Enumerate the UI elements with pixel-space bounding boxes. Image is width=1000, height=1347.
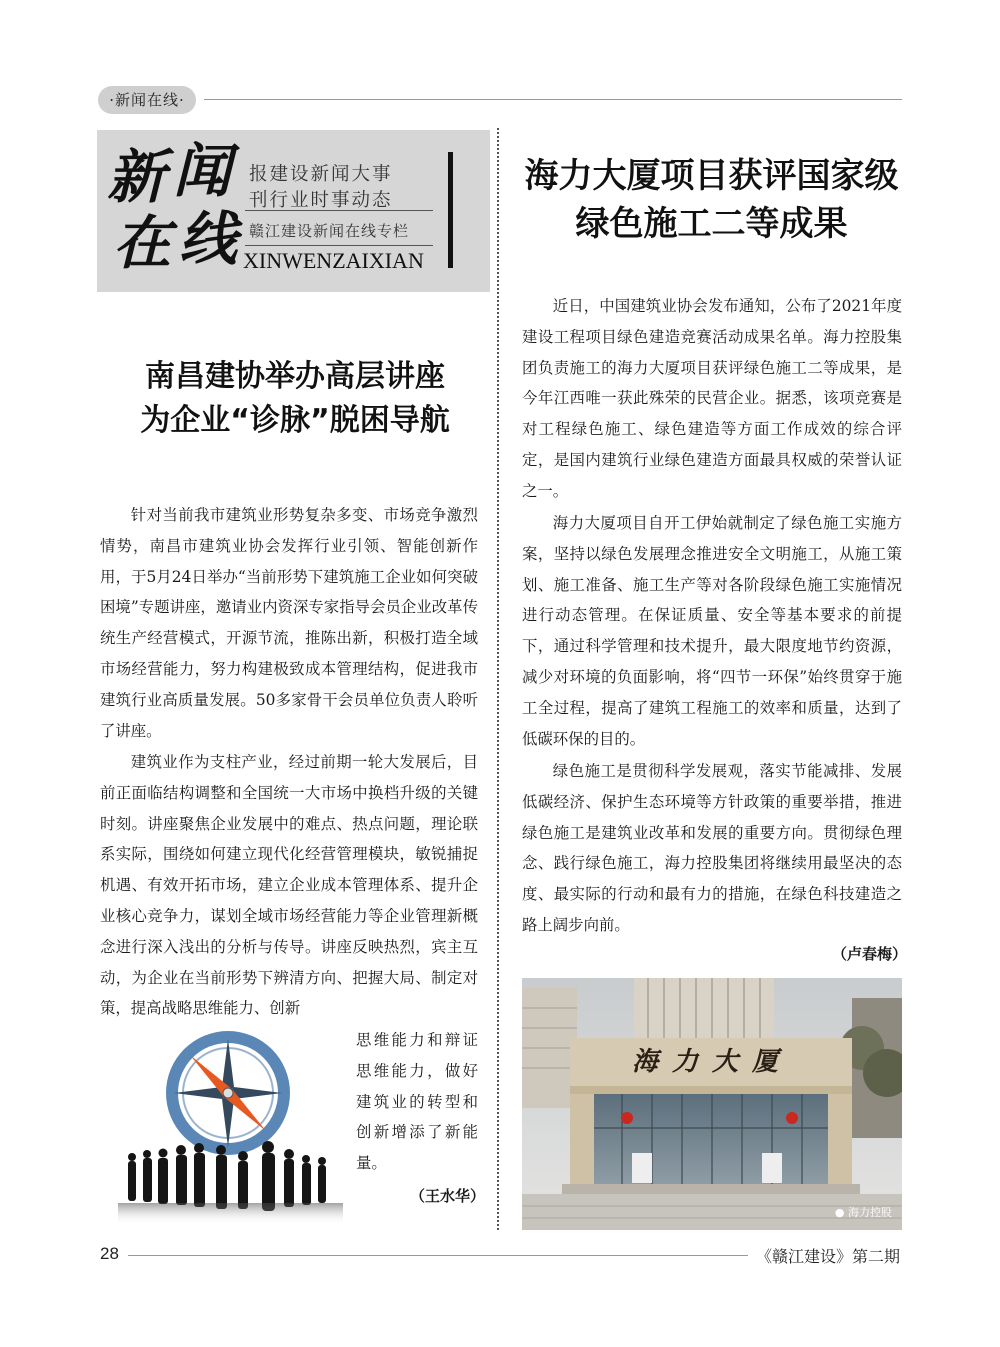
building-photo (522, 978, 902, 1230)
section-tag: ·新闻在线· (98, 86, 196, 114)
header-rule (204, 99, 902, 100)
banner-calligraphy (107, 137, 257, 290)
banner-subtitle: 赣江建设新闻在线专栏 (249, 222, 410, 240)
compass-illustration (98, 1025, 350, 1230)
banner-line-1: 报建设新闻大事 (249, 164, 393, 185)
right-paragraph-3: 绿色施工是贯彻科学发展观，落实节能减排、发展低碳经济、保护生态环境等方针政策的重要举措，推进绿色施工是建筑业改革和发展的重要方向。贯彻绿色理念、践行绿色施工，海力控股集团将继续用最坚决的态度、最实际的行动和最有力的措施，在绿色科技建造之路上阔步向前。 (522, 762, 902, 934)
left-paragraph-1: 针对当前我市建筑业形势复杂多变、市场竞争激烈情势，南昌市建筑业协会发挥行业引领、智能创新作用，于5月24日举办“当前形势下建筑施工企业如何突破困境”专题讲座，邀请业内资深专家指导会员企业改革传统生产经营模式，开源节流，推陈出新，积极打造全域市场经营能力，努力构建极致成本管理结构，促进我市建筑行业高质量发展。50多家骨干会员单位负责人聆听了讲座。 (100, 506, 478, 740)
title-line: 为企业“诊脉”脱困导航 (140, 403, 450, 438)
title-line: 绿色施工二等成果 (575, 204, 848, 244)
publication-title: 《赣江建设》第二期 (756, 1247, 901, 1266)
wechat-icon: ● (834, 1206, 845, 1219)
right-article-title (520, 152, 903, 248)
left-paragraph-2: 建筑业作为支柱产业，经过前期一轮大发展后，目前正面临结构调整和全国统一大市场中换档升级的关键时刻。讲座聚焦企业发展中的难点、热点问题，理论联系实际，围绕如何建立现代化经营管理模块，敏锐捕捉机遇、有效开拓市场，建立企业成本管理体系、提升企业核心竞争力，谋划全域市场经营能力等企业管理新概念进行深入浅出的分析与传导。讲座反映热烈，宾主互动，为企业在当前形势下辨清方向、把握大局、制定对策，提高战略思维能力、创新 (100, 753, 478, 1018)
photo-watermark (835, 1204, 892, 1220)
banner-bar (448, 152, 453, 268)
banner-rule (245, 210, 433, 211)
title-line: 海力大厦项目获评国家级 (524, 156, 899, 196)
calligraphy-char: 闻 (173, 137, 232, 205)
column-divider (497, 128, 499, 1230)
right-author: （卢春梅） (832, 945, 908, 963)
banner-pinyin: XINWENZAIXIAN (243, 248, 424, 273)
photo-watermark-text: 海力控股 (848, 1206, 892, 1219)
right-paragraph-1: 近日，中国建筑业协会发布通知，公布了2021年度建设工程项目绿色建造竞赛活动成果名单。海力控股集团负责施工的海力大厦项目获评绿色施工二等成果，是今年江西唯一获此殊荣的民营企业。据悉，该项竞赛是对工程绿色施工、绿色建造等方面工作成效的综合评定，是国内建筑行业绿色建造方面最具权威的荣誉认证之一。 (522, 297, 902, 500)
title-line: 南昌建协举办高层讲座 (145, 359, 445, 394)
photo-building-sign: 海力大厦 (631, 1047, 792, 1077)
page-number: 28 (100, 1244, 119, 1263)
footer-rule (128, 1255, 748, 1256)
left-article-title (100, 355, 490, 443)
calligraphy-char: 线 (179, 205, 238, 273)
banner-line-2: 刊行业时事动态 (249, 190, 393, 211)
banner-rule (245, 245, 433, 246)
column-banner (97, 130, 490, 292)
calligraphy-char: 在 (113, 209, 172, 277)
left-paragraph-2-continued: 思维能力和辩证思维能力，做好建筑业的转型和创新增添了新能量。 (356, 1031, 478, 1173)
left-author: （王水华） (410, 1187, 486, 1205)
right-paragraph-2: 海力大厦项目自开工伊始就制定了绿色施工实施方案，坚持以绿色发展理念推进安全文明施工，从施工策划、施工准备、施工生产等对各阶段绿色施工实施情况进行动态管理。在保证质量、安全等基本要求的前提下，通过科学管理和技术提升，最大限度地节约资源，减少对环境的负面影响，将“四节一环保”始终贯穿于施工全过程，提高了建筑工程施工的效率和质量，达到了低碳环保的目的。 (522, 514, 902, 748)
calligraphy-char: 新 (107, 143, 166, 211)
